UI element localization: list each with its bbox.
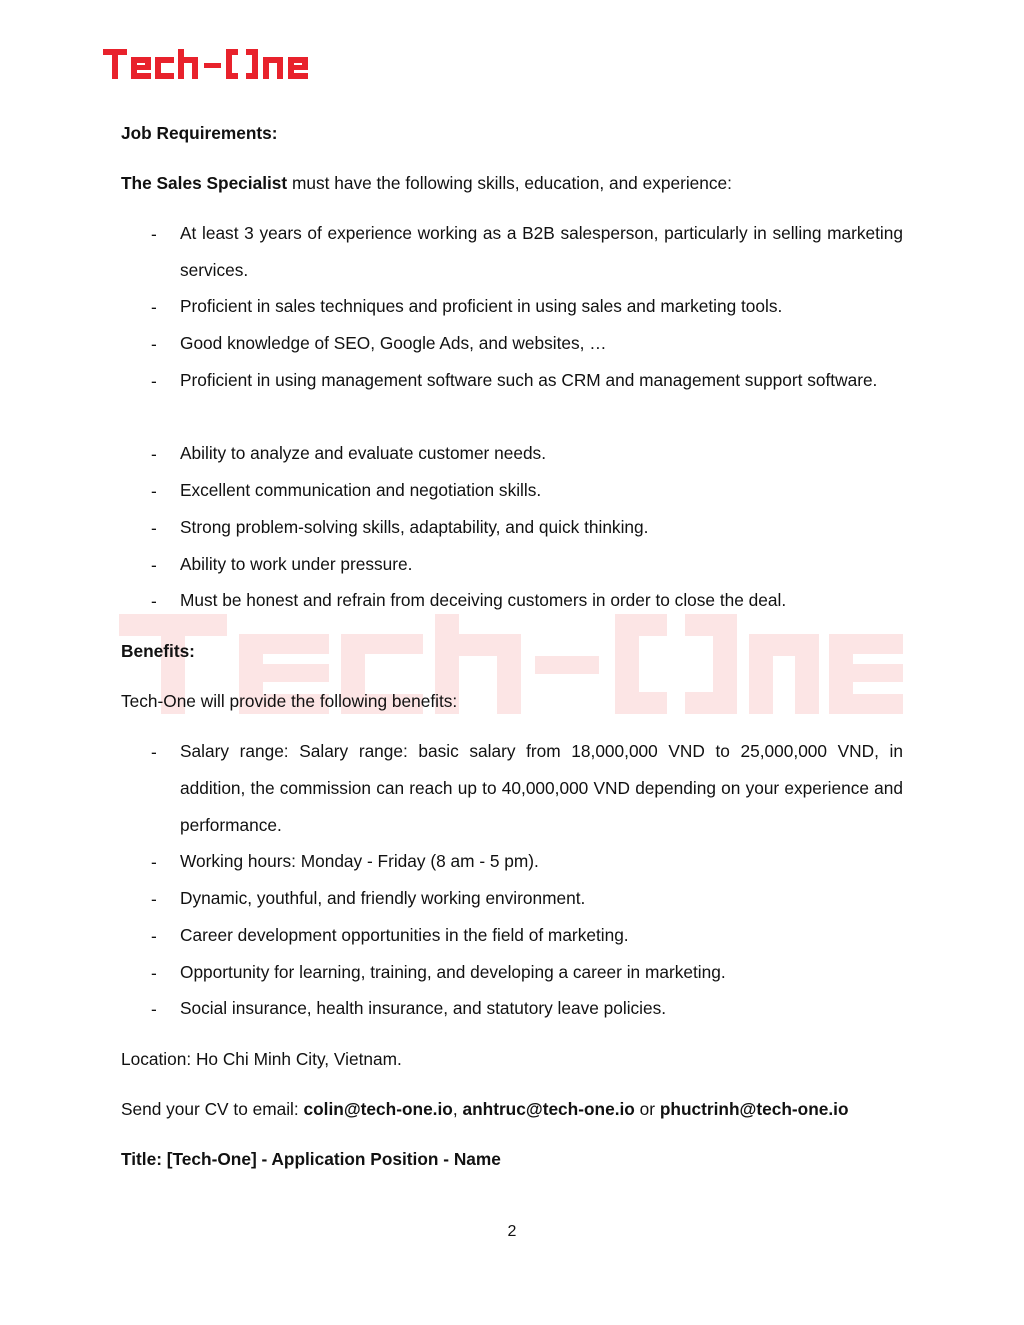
location-text: Location: Ho Chi Minh City, Vietnam. <box>121 1049 402 1069</box>
contact-line: Send your CV to email: colin@tech-one.io, anhtruc@tech-one.io or phuctrinh@tech-one.io <box>121 1099 849 1119</box>
requirements-intro <box>121 172 732 194</box>
requirements-heading: Job Requirements: <box>121 123 278 143</box>
email-title-format: Title: [Tech-One] - Application Position - Name <box>121 1149 501 1169</box>
benefits-heading: Benefits: <box>121 641 195 661</box>
email-link-colin[interactable]: colin@tech-one.io <box>303 1099 453 1119</box>
position-name: The Sales Specialist <box>121 173 288 193</box>
tech-one-logo <box>103 49 317 79</box>
requirements-intro-text: must have the following skills, education, and experience: <box>287 173 732 193</box>
email-link-phuctrinh[interactable]: phuctrinh@tech-one.io <box>659 1099 849 1119</box>
email-link-anhtruc[interactable]: anhtruc@tech-one.io <box>462 1099 635 1119</box>
benefits-intro: Tech-One will provide the following benefits: <box>121 691 458 711</box>
page-number: 2 <box>507 1223 517 1240</box>
